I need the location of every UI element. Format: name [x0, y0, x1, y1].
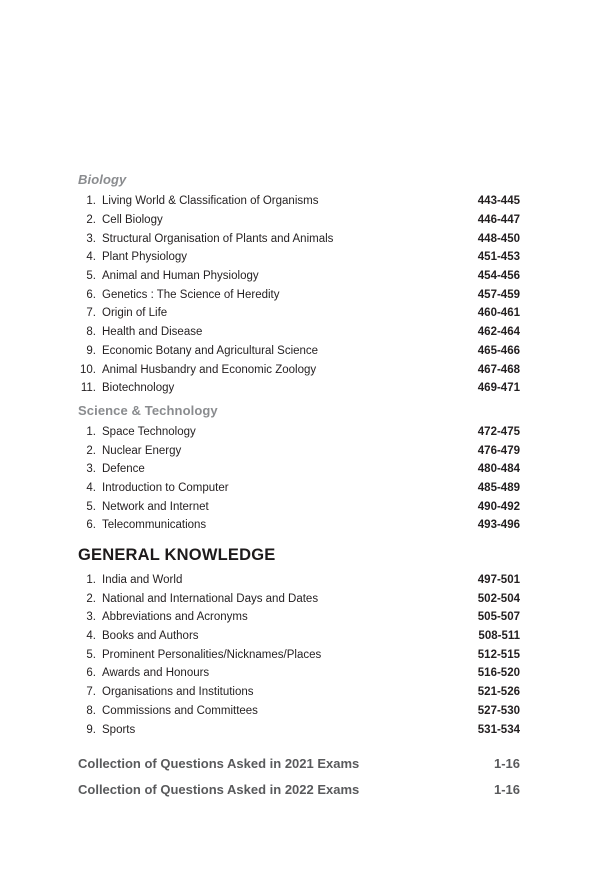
entry-title: Network and Internet — [102, 500, 209, 513]
entry-page-range: 480-484 — [477, 463, 520, 476]
entry-title: Health and Disease — [102, 326, 203, 339]
entry-title: Telecommunications — [102, 519, 207, 532]
entry-page-range: 516-520 — [477, 667, 520, 680]
toc-entry — [78, 248, 520, 267]
toc-entry — [78, 720, 520, 739]
entry-number: 5. — [86, 648, 96, 661]
entry-number: 6. — [86, 519, 96, 532]
entry-page-range: 462-464 — [477, 326, 520, 339]
toc-entry — [78, 360, 520, 379]
entry-page-range: 472-475 — [477, 425, 520, 438]
toc-entry — [78, 516, 520, 535]
entry-page-range: 448-450 — [477, 232, 520, 245]
entry-page-range: 465-466 — [477, 344, 520, 357]
entry-number: 1. — [86, 425, 96, 438]
toc-entry — [78, 229, 520, 248]
toc-entry — [78, 342, 520, 361]
entry-title: Sports — [102, 723, 136, 736]
entry-number: 9. — [86, 344, 96, 357]
entry-page-range: 521-526 — [477, 686, 520, 699]
toc-entry — [78, 608, 520, 627]
entry-number: 9. — [86, 723, 96, 736]
entry-page-range: 493-496 — [477, 519, 520, 532]
entry-number: 1. — [86, 195, 96, 208]
entry-title: Origin of Life — [102, 307, 168, 320]
entry-title: Living World & Classification of Organisms — [102, 195, 319, 208]
entry-number: 1. — [86, 574, 96, 587]
entry-page-range: 505-507 — [477, 611, 520, 624]
entry-number: 8. — [86, 704, 96, 717]
toc-entry — [78, 702, 520, 721]
entry-page-range: 467-468 — [477, 363, 520, 376]
toc-entry — [78, 497, 520, 516]
toc-entry — [78, 211, 520, 230]
toc-entry — [78, 683, 520, 702]
entry-title: Economic Botany and Agricultural Science — [102, 344, 319, 357]
entry-number: 8. — [86, 326, 96, 339]
toc-entry — [78, 627, 520, 646]
entry-title: Cell Biology — [102, 214, 163, 227]
toc-entry — [78, 423, 520, 442]
toc-entry — [78, 304, 520, 323]
collection-entry — [78, 782, 520, 797]
entry-page-range: 531-534 — [477, 723, 520, 736]
entry-number: 6. — [86, 667, 96, 680]
entry-number: 3. — [86, 232, 96, 245]
collection-page-range: 1-16 — [493, 755, 520, 771]
entry-page-range: 508-511 — [478, 630, 520, 643]
entry-page-range: 469-471 — [477, 382, 520, 395]
entry-title: Genetics : The Science of Heredity — [102, 288, 280, 301]
collection-entry — [78, 756, 520, 771]
entry-title: Prominent Personalities/Nicknames/Places — [102, 648, 322, 661]
toc-entry — [78, 441, 520, 460]
entry-number: 3. — [86, 611, 96, 624]
entry-title: Animal and Human Physiology — [102, 270, 259, 283]
entry-page-range: 451-453 — [477, 251, 520, 264]
entry-page-range: 512-515 — [477, 648, 520, 661]
entry-number: 4. — [86, 481, 96, 494]
toc-entry — [78, 571, 520, 590]
entry-title: Space Technology — [102, 425, 196, 438]
toc-entry — [78, 379, 520, 398]
entry-title: Animal Husbandry and Economic Zoology — [102, 363, 317, 376]
entry-title: Plant Physiology — [102, 251, 188, 264]
toc-entry — [78, 323, 520, 342]
entry-page-range: 460-461 — [477, 307, 520, 320]
entry-page-range: 457-459 — [477, 288, 520, 301]
entry-title: Biotechnology — [102, 382, 175, 395]
entry-title: Organisations and Institutions — [102, 686, 254, 699]
toc-entry — [78, 589, 520, 608]
entry-page-range: 476-479 — [477, 444, 520, 457]
entry-number: 7. — [86, 686, 96, 699]
entry-number: 6. — [86, 288, 96, 301]
entry-number: 4. — [86, 630, 96, 643]
entry-page-range: 502-504 — [477, 592, 520, 605]
toc-entry — [78, 645, 520, 664]
toc-entry — [78, 192, 520, 211]
section-header-general-knowledge: GENERAL KNOWLEDGE — [78, 545, 276, 564]
entry-title: Structural Organisation of Plants and Animals — [102, 232, 334, 245]
entry-number: 2. — [86, 444, 96, 457]
entry-page-range: 454-456 — [477, 270, 520, 283]
entry-number: 5. — [86, 500, 96, 513]
entry-page-range: 443-445 — [477, 195, 520, 208]
entry-page-range: 485-489 — [477, 481, 520, 494]
entry-number: 10. — [80, 363, 96, 376]
entry-page-range: 446-447 — [477, 214, 520, 227]
entry-title: Introduction to Computer — [102, 481, 229, 494]
entry-title: Defence — [102, 463, 145, 476]
section-header-biology: Biology — [78, 172, 127, 187]
entry-number: 11. — [80, 382, 96, 395]
toc-entry — [78, 460, 520, 479]
toc-entry — [78, 285, 520, 304]
entry-number: 2. — [86, 592, 96, 605]
entry-page-range: 497-501 — [477, 574, 520, 587]
collection-page-range: 1-16 — [493, 781, 520, 797]
entry-title: Books and Authors — [102, 630, 199, 643]
entry-number: 3. — [86, 463, 96, 476]
toc-entry — [78, 267, 520, 286]
entry-title: Commissions and Committees — [102, 704, 258, 717]
toc-entry — [78, 664, 520, 683]
entry-number: 4. — [86, 251, 96, 264]
collection-title: Collection of Questions Asked in 2021 Exams — [78, 755, 360, 771]
entry-page-range: 527-530 — [477, 704, 520, 717]
entry-number: 2. — [86, 214, 96, 227]
entry-number: 7. — [86, 307, 96, 320]
collection-title: Collection of Questions Asked in 2022 Exams — [78, 781, 360, 797]
toc-entry — [78, 479, 520, 498]
section-header-science-technology: Science & Technology — [78, 402, 218, 418]
entry-title: Nuclear Energy — [102, 444, 182, 457]
table-of-contents — [78, 170, 520, 797]
entry-title: India and World — [102, 574, 183, 587]
entry-title: National and International Days and Dates — [102, 592, 319, 605]
entry-page-range: 490-492 — [477, 500, 520, 513]
entry-number: 5. — [86, 270, 96, 283]
entry-title: Awards and Honours — [102, 667, 210, 680]
entry-title: Abbreviations and Acronyms — [102, 611, 248, 624]
